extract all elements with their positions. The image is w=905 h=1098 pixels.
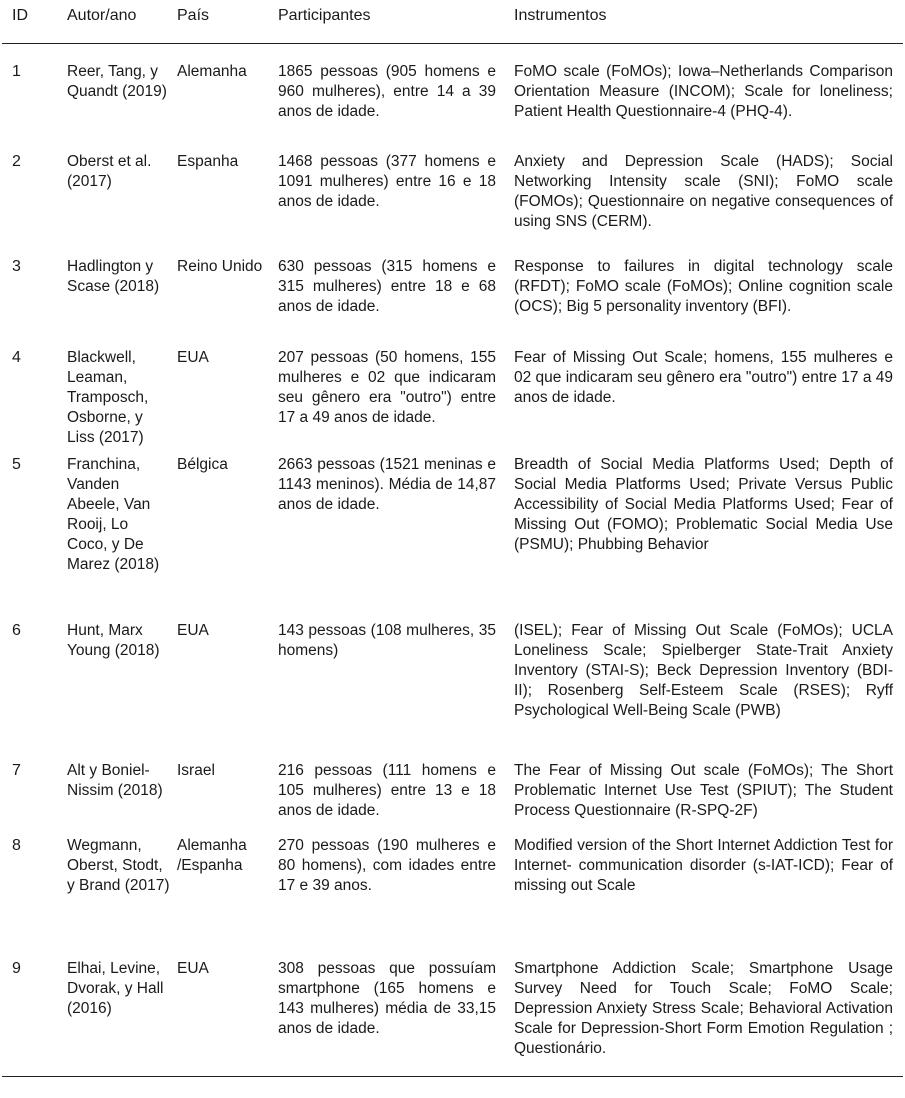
studies-table	[2, 0, 903, 1077]
cell-participantes: 630 pessoas (315 homens e 315 mulheres) entre 18 e 68 anos de idade.	[278, 258, 496, 315]
cell-id: 2	[12, 153, 21, 170]
cell-instrumentos: Response to failures in digital technology scale (RFDT); FoMO scale (FoMOs); Online cognition scale (OCS); Big 5 personality inventory (BFI).	[514, 258, 893, 315]
cell-participantes: 308 pessoas que possuíam smartphone (165 homens e 143 mulheres) média de 33,15 anos de idade.	[272, 952, 508, 1076]
cell-participantes: 207 pessoas (50 homens, 155 mulheres e 02 que indicaram seu gênero era "outro") entre 17 a 49 anos de idade.	[278, 349, 496, 426]
cell-autor: Hunt, Marx Young (2018)	[67, 622, 160, 659]
header-participantes: Participantes	[272, 0, 508, 43]
cell-participantes: 270 pessoas (190 mulheres e 80 homens), com idades entre 17 e 39 anos.	[278, 837, 496, 894]
table-row	[2, 833, 903, 952]
cell-autor: Blackwell, Leaman, Tramposch, Osborne, y Liss (2017)	[67, 349, 149, 446]
table-row	[2, 145, 903, 250]
table-row	[2, 250, 903, 343]
cell-pais: Bélgica	[177, 456, 228, 473]
cell-instrumentos: Anxiety and Depression Scale (HADS); Social Networking Intensity scale (SNI); FoMO scale (FOMOs); Questionnaire on negative consequences of using SNS (CERM).	[514, 153, 893, 230]
cell-id: 3	[12, 258, 21, 275]
cell-pais: Espanha	[177, 153, 239, 170]
cell-instrumentos: Modified version of the Short Internet Addiction Test for Internet- communication disorder (s-IAT-ICD); Fear of missing out Scale	[514, 837, 893, 894]
cell-id: 4	[12, 349, 21, 366]
cell-pais: EUA	[177, 622, 209, 639]
cell-pais: Alemanha	[177, 62, 247, 80]
cell-autor: Oberst et al. (2017)	[67, 153, 152, 190]
header-autor: Autor/ano	[61, 0, 171, 43]
cell-pais: EUA	[171, 952, 272, 1076]
header-id: ID	[2, 0, 61, 43]
table-row	[2, 343, 903, 453]
table-row	[2, 43, 903, 145]
cell-pais: Israel	[177, 762, 215, 779]
cell-id: 6	[12, 622, 21, 639]
cell-instrumentos: (ISEL); Fear of Missing Out Scale (FoMOs); UCLA Loneliness Scale; Spielberger State-Trait Anxiety Inventory (STAI-S); Beck Depression Inventory (BDI-II); Rosenberg Self-Esteem Scale (RSES); Ryff Psychological Well-Being Scale (PWB)	[514, 622, 893, 719]
cell-participantes: 1865 pessoas (905 homens e 960 mulheres), entre 14 a 39 anos de idade.	[278, 62, 496, 120]
cell-autor: Wegmann, Oberst, Stodt, y Brand (2017)	[67, 837, 170, 894]
cell-id: 8	[12, 837, 21, 854]
header-row	[2, 0, 903, 43]
cell-instrumentos: The Fear of Missing Out scale (FoMOs); The Short Problematic Internet Use Test (SPIUT); The Student Process Questionnaire (R-SPQ-2F)	[514, 762, 893, 819]
cell-instrumentos: Fear of Missing Out Scale; homens, 155 mulheres e 02 que indicaram seu gênero era "outro") entre 17 a 49 anos de idade.	[514, 349, 893, 406]
header-pais: País	[171, 0, 272, 43]
cell-pais: Reino Unido	[177, 258, 263, 275]
cell-autor: Hadlington y Scase (2018)	[67, 258, 160, 295]
cell-instrumentos: FoMO scale (FoMOs); Iowa–Netherlands Comparison Orientation Measure (INCOM); Scale for loneliness; Patient Health Questionnaire-4 (PHQ-4).	[514, 62, 893, 120]
cell-instrumentos: Breadth of Social Media Platforms Used; Depth of Social Media Platforms Used; Private Versus Public Accessibility of Social Media Platforms Used; Fear of Missing Out (FOMO); Problematic Social Media Use (PSMU); Phubbing Behavior	[514, 456, 893, 553]
table-row	[2, 756, 903, 833]
cell-autor: Reer, Tang, y Quandt (2019)	[67, 62, 167, 100]
header-instrumentos: Instrumentos	[508, 0, 903, 43]
cell-pais: Alemanha /Espanha	[177, 837, 247, 874]
table-row	[2, 616, 903, 756]
cell-id: 9	[2, 952, 61, 1076]
cell-participantes: 216 pessoas (111 homens e 105 mulheres) entre 13 e 18 anos de idade.	[278, 762, 496, 819]
cell-pais: EUA	[177, 349, 209, 366]
cell-id: 7	[12, 762, 21, 779]
cell-autor: Franchina, Vanden Abeele, Van Rooij, Lo Coco, y De Marez (2018)	[67, 456, 160, 573]
cell-participantes: 2663 pessoas (1521 meninas e 1143 meninos). Média de 14,87 anos de idade.	[278, 456, 496, 513]
table-row	[2, 453, 903, 616]
table-row	[2, 952, 903, 1076]
cell-participantes: 1468 pessoas (377 homens e 1091 mulheres) entre 16 e 18 anos de idade.	[278, 153, 496, 210]
cell-instrumentos: Smartphone Addiction Scale; Smartphone Usage Survey Need for Touch Scale; FoMO Scale; Depression Anxiety Stress Scale; Behavioral Activation Scale for Depression-Short Form Emotion Regulation ; Questionário.	[508, 952, 903, 1076]
cell-participantes: 143 pessoas (108 mulheres, 35 homens)	[278, 622, 496, 659]
cell-autor: Alt y Boniel-Nissim (2018)	[67, 762, 163, 799]
cell-id: 1	[12, 62, 21, 80]
cell-autor: Elhai, Levine, Dvorak, y Hall (2016)	[61, 952, 171, 1076]
cell-id: 5	[12, 456, 21, 473]
